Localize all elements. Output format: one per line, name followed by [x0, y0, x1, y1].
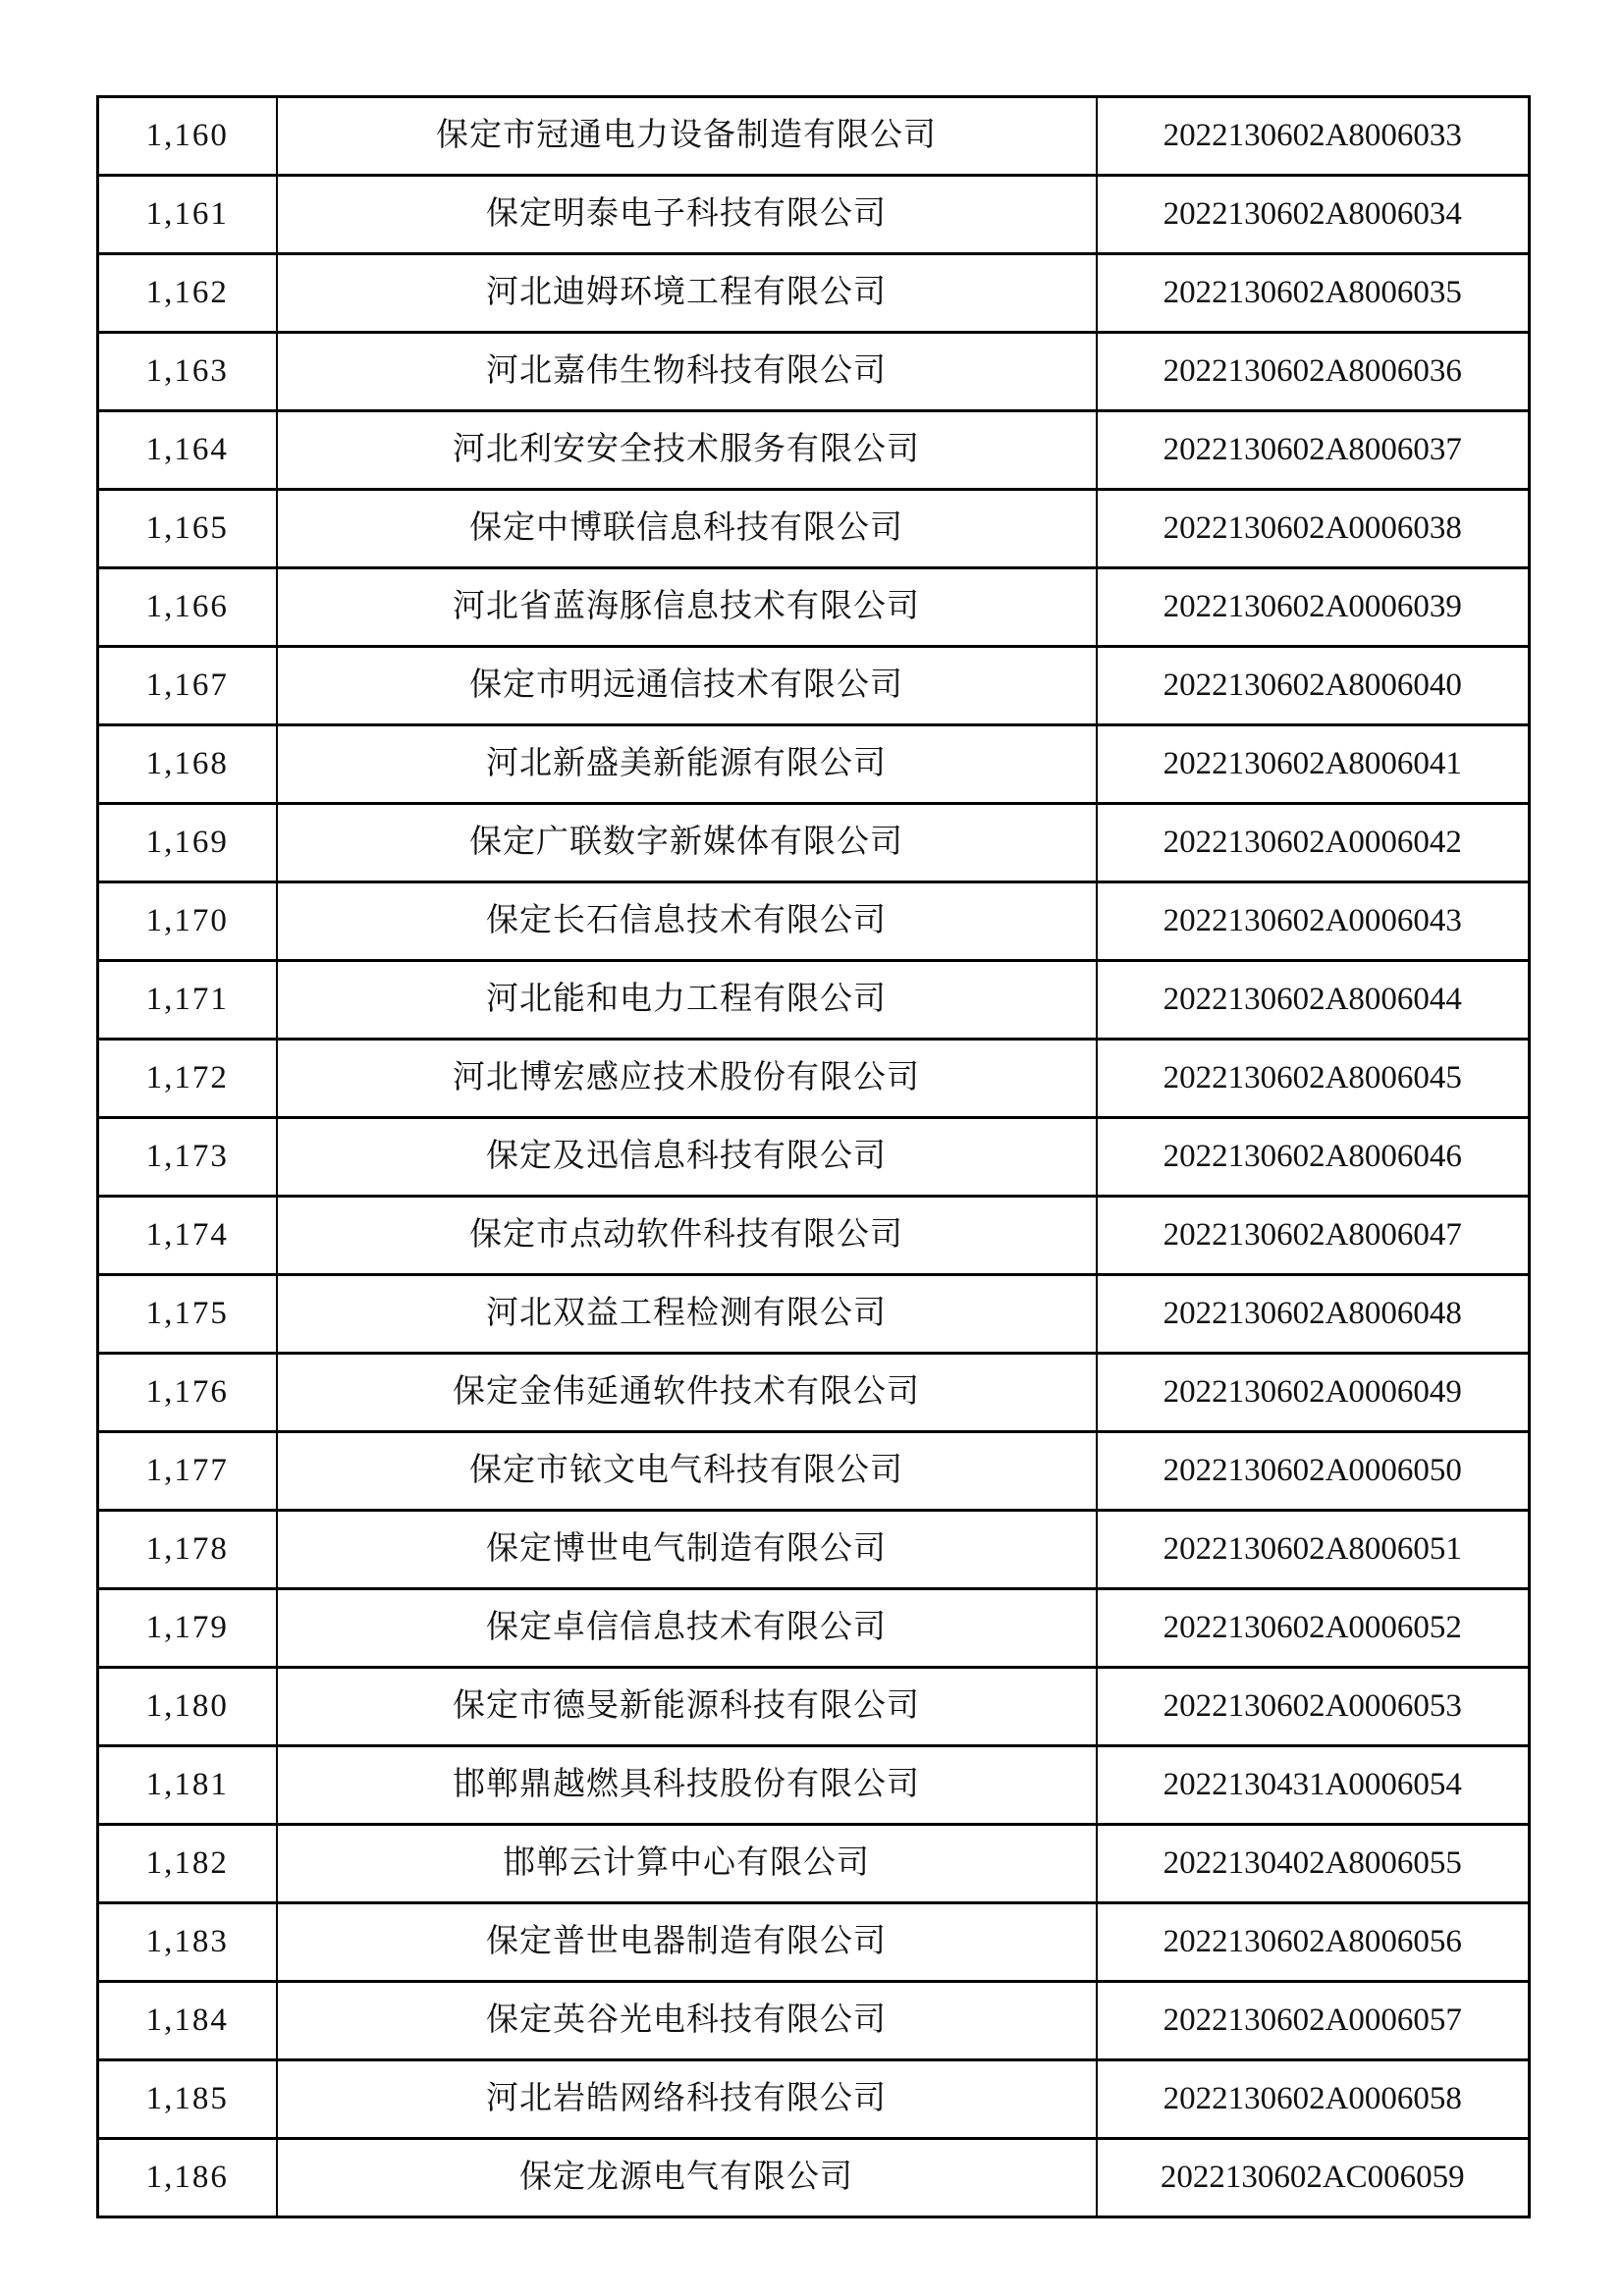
company-name-cell: 河北岩皓网络科技有限公司	[277, 2060, 1097, 2139]
company-table	[96, 95, 1531, 2218]
registration-code-cell: 2022130602A0006043	[1097, 882, 1530, 961]
row-index-cell: 1,175	[98, 1275, 277, 1354]
row-index-cell: 1,180	[98, 1668, 277, 1746]
table-row	[98, 882, 1530, 961]
table-row	[98, 1746, 1530, 1825]
table-row	[98, 961, 1530, 1040]
company-name-cell: 保定博世电气制造有限公司	[277, 1511, 1097, 1589]
row-index-cell: 1,164	[98, 411, 277, 490]
table-row	[98, 1118, 1530, 1197]
row-index-cell: 1,166	[98, 568, 277, 647]
company-name-cell: 河北嘉伟生物科技有限公司	[277, 333, 1097, 411]
company-name-cell: 保定市明远通信技术有限公司	[277, 647, 1097, 725]
company-name-cell: 邯郸鼎越燃具科技股份有限公司	[277, 1746, 1097, 1825]
registration-code-cell: 2022130602A8006037	[1097, 411, 1530, 490]
registration-code-cell: 2022130602A0006053	[1097, 1668, 1530, 1746]
table-row	[98, 804, 1530, 882]
table-row	[98, 1432, 1530, 1511]
row-index-cell: 1,177	[98, 1432, 277, 1511]
row-index-cell: 1,173	[98, 1118, 277, 1197]
row-index-cell: 1,162	[98, 254, 277, 333]
company-name-cell: 保定普世电器制造有限公司	[277, 1903, 1097, 1982]
registration-code-cell: 2022130602A0006039	[1097, 568, 1530, 647]
table-row	[98, 254, 1530, 333]
table-row	[98, 1825, 1530, 1903]
company-name-cell: 河北迪姆环境工程有限公司	[277, 254, 1097, 333]
company-name-cell: 保定广联数字新媒体有限公司	[277, 804, 1097, 882]
row-index-cell: 1,183	[98, 1903, 277, 1982]
row-index-cell: 1,168	[98, 725, 277, 804]
table-row	[98, 2060, 1530, 2139]
row-index-cell: 1,182	[98, 1825, 277, 1903]
company-name-cell: 保定市冠通电力设备制造有限公司	[277, 97, 1097, 176]
registration-code-cell: 2022130431A0006054	[1097, 1746, 1530, 1825]
company-name-cell: 保定英谷光电科技有限公司	[277, 1982, 1097, 2060]
registration-code-cell: 2022130602A8006044	[1097, 961, 1530, 1040]
row-index-cell: 1,165	[98, 490, 277, 568]
registration-code-cell: 2022130602AC006059	[1097, 2139, 1530, 2217]
company-name-cell: 邯郸云计算中心有限公司	[277, 1825, 1097, 1903]
registration-code-cell: 2022130602A8006046	[1097, 1118, 1530, 1197]
row-index-cell: 1,161	[98, 176, 277, 254]
row-index-cell: 1,170	[98, 882, 277, 961]
registration-code-cell: 2022130402A8006055	[1097, 1825, 1530, 1903]
registration-code-cell: 2022130602A0006052	[1097, 1589, 1530, 1668]
registration-code-cell: 2022130602A8006056	[1097, 1903, 1530, 1982]
company-name-cell: 保定及迅信息科技有限公司	[277, 1118, 1097, 1197]
company-name-cell: 河北能和电力工程有限公司	[277, 961, 1097, 1040]
table-row	[98, 1589, 1530, 1668]
registration-code-cell: 2022130602A8006041	[1097, 725, 1530, 804]
row-index-cell: 1,174	[98, 1197, 277, 1275]
registration-code-cell: 2022130602A8006051	[1097, 1511, 1530, 1589]
table-row	[98, 1982, 1530, 2060]
company-name-cell: 保定龙源电气有限公司	[277, 2139, 1097, 2217]
table-row	[98, 2139, 1530, 2217]
company-name-cell: 保定明泰电子科技有限公司	[277, 176, 1097, 254]
registration-code-cell: 2022130602A0006050	[1097, 1432, 1530, 1511]
registration-code-cell: 2022130602A8006033	[1097, 97, 1530, 176]
company-name-cell: 保定市铱文电气科技有限公司	[277, 1432, 1097, 1511]
registration-code-cell: 2022130602A8006035	[1097, 254, 1530, 333]
table-body	[98, 97, 1530, 2217]
company-name-cell: 河北双益工程检测有限公司	[277, 1275, 1097, 1354]
registration-code-cell: 2022130602A0006042	[1097, 804, 1530, 882]
table-row	[98, 647, 1530, 725]
row-index-cell: 1,176	[98, 1354, 277, 1432]
registration-code-cell: 2022130602A0006038	[1097, 490, 1530, 568]
table-row	[98, 1668, 1530, 1746]
company-name-cell: 河北利安安全技术服务有限公司	[277, 411, 1097, 490]
registration-code-cell: 2022130602A8006034	[1097, 176, 1530, 254]
registration-code-cell: 2022130602A0006058	[1097, 2060, 1530, 2139]
table-row	[98, 1511, 1530, 1589]
row-index-cell: 1,186	[98, 2139, 277, 2217]
company-name-cell: 河北博宏感应技术股份有限公司	[277, 1040, 1097, 1118]
company-name-cell: 保定长石信息技术有限公司	[277, 882, 1097, 961]
table-row	[98, 1275, 1530, 1354]
row-index-cell: 1,178	[98, 1511, 277, 1589]
row-index-cell: 1,163	[98, 333, 277, 411]
row-index-cell: 1,181	[98, 1746, 277, 1825]
table-row	[98, 1354, 1530, 1432]
registration-code-cell: 2022130602A8006048	[1097, 1275, 1530, 1354]
registration-code-cell: 2022130602A8006040	[1097, 647, 1530, 725]
row-index-cell: 1,184	[98, 1982, 277, 2060]
company-name-cell: 保定中博联信息科技有限公司	[277, 490, 1097, 568]
company-name-cell: 河北省蓝海豚信息技术有限公司	[277, 568, 1097, 647]
table-row	[98, 1197, 1530, 1275]
table-row	[98, 568, 1530, 647]
row-index-cell: 1,160	[98, 97, 277, 176]
registration-code-cell: 2022130602A8006045	[1097, 1040, 1530, 1118]
registration-code-cell: 2022130602A8006047	[1097, 1197, 1530, 1275]
row-index-cell: 1,167	[98, 647, 277, 725]
registration-code-cell: 2022130602A0006057	[1097, 1982, 1530, 2060]
row-index-cell: 1,169	[98, 804, 277, 882]
row-index-cell: 1,179	[98, 1589, 277, 1668]
company-name-cell: 保定市德旻新能源科技有限公司	[277, 1668, 1097, 1746]
row-index-cell: 1,171	[98, 961, 277, 1040]
row-index-cell: 1,185	[98, 2060, 277, 2139]
table-row	[98, 725, 1530, 804]
table-row	[98, 97, 1530, 176]
table-row	[98, 176, 1530, 254]
table-row	[98, 490, 1530, 568]
table-row	[98, 333, 1530, 411]
registration-code-cell: 2022130602A8006036	[1097, 333, 1530, 411]
registration-code-cell: 2022130602A0006049	[1097, 1354, 1530, 1432]
table-row	[98, 1040, 1530, 1118]
table-row	[98, 411, 1530, 490]
company-name-cell: 保定金伟延通软件技术有限公司	[277, 1354, 1097, 1432]
row-index-cell: 1,172	[98, 1040, 277, 1118]
company-name-cell: 保定卓信信息技术有限公司	[277, 1589, 1097, 1668]
company-name-cell: 保定市点动软件科技有限公司	[277, 1197, 1097, 1275]
table-row	[98, 1903, 1530, 1982]
company-name-cell: 河北新盛美新能源有限公司	[277, 725, 1097, 804]
